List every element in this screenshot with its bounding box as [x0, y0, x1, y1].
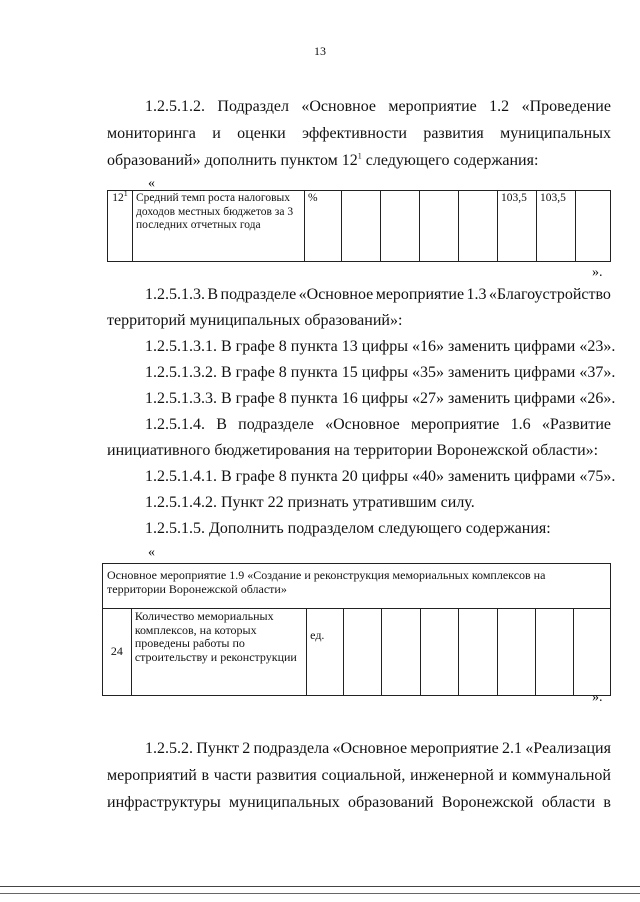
- unit-cell: %: [305, 191, 342, 262]
- word: и: [212, 125, 221, 142]
- value-cell: [420, 609, 458, 696]
- value-cell: [420, 191, 459, 262]
- value-cell: [381, 191, 420, 262]
- word: 1.2.5.1.2.: [145, 98, 205, 115]
- value-cell: [459, 609, 497, 696]
- word: 1.2: [489, 98, 510, 115]
- open-quote: «: [148, 176, 155, 191]
- superscript: 1: [123, 189, 128, 199]
- para1-line2: [107, 125, 611, 143]
- item-1-2-5-1-4-1: 1.2.5.1.4.1. В графе 8 пункта 20 цифры «40» заменить цифрами «75».: [145, 468, 616, 485]
- word: 1.2.5.1.3.: [145, 286, 205, 303]
- indicator-name: Количество мемориальных комплексов, на которых проведены работы по строительству и реконструкции: [131, 609, 306, 696]
- word: 1.2.5.1.4.: [145, 416, 205, 433]
- para4-line2: [107, 767, 611, 785]
- value-cell: [576, 191, 611, 262]
- word: социальной,: [321, 767, 406, 784]
- para2-line1: [145, 286, 611, 304]
- indicator-name: Средний темп роста налоговых доходов местных бюджетов за 3 последних отчетных года: [133, 191, 305, 262]
- word: в: [603, 794, 611, 811]
- word: мероприятие: [388, 98, 477, 115]
- word: мероприятие: [375, 286, 465, 303]
- value-cell: 103,5: [498, 191, 537, 262]
- word: Подраздел: [217, 98, 289, 115]
- table-2: [102, 563, 611, 696]
- word: Воронежской: [441, 794, 534, 811]
- word: части: [213, 767, 252, 784]
- section-header: Основное мероприятие 1.9 «Создание и реконструкция мемориальных комплексов на территории Воронежской области»: [103, 564, 611, 609]
- table-1: [107, 190, 611, 262]
- para3-line1: [145, 416, 611, 434]
- word: «Основное: [301, 98, 377, 115]
- word: области: [541, 794, 596, 811]
- word: инженерной: [410, 767, 494, 784]
- para4-line3: [107, 794, 611, 812]
- word: «Основное: [325, 416, 400, 433]
- word: подразделе: [238, 416, 314, 433]
- word: «Развитие: [541, 416, 611, 433]
- row-number: 24: [103, 609, 132, 696]
- value-cell: [535, 609, 573, 696]
- word: «Благоустройство: [488, 286, 611, 303]
- word: коммунальной: [511, 767, 611, 784]
- word: муниципальных: [228, 794, 340, 811]
- word: развития: [423, 125, 484, 142]
- word: 1.3: [466, 286, 487, 303]
- word: 2.1: [501, 740, 522, 757]
- word: Пункт: [196, 740, 239, 757]
- item-1-2-5-1-3-2: 1.2.5.1.3.2. В графе 8 пункта 15 цифры «35» заменить цифрами «37».: [145, 364, 616, 381]
- word: В: [216, 416, 227, 433]
- item-1-2-5-1-5: 1.2.5.1.5. Дополнить подразделом следующего содержания:: [145, 520, 551, 537]
- word: мониторинга: [107, 125, 196, 142]
- word: «Проведение: [521, 98, 611, 115]
- value-cell: [382, 609, 420, 696]
- word: подразделе: [220, 286, 297, 303]
- para1-line1: [145, 98, 611, 116]
- page-number: 13: [314, 44, 326, 58]
- value-cell: [497, 609, 535, 696]
- word: в: [201, 767, 210, 784]
- superscript: 1: [357, 151, 362, 161]
- open-quote-2: «: [148, 545, 155, 560]
- table-row: [108, 191, 611, 262]
- value-cell: [342, 191, 381, 262]
- item-1-2-5-1-3-1: 1.2.5.1.3.1. В графе 8 пункта 13 цифры «16» заменить цифрами «23».: [145, 338, 616, 355]
- word: 1.6: [510, 416, 531, 433]
- word: 2: [242, 740, 251, 757]
- unit-cell: ед.: [307, 609, 344, 696]
- item-1-2-5-1-3-3: 1.2.5.1.3.3. В графе 8 пункта 16 цифры «27» заменить цифрами «26».: [145, 390, 616, 407]
- word: образований: [347, 794, 434, 811]
- word: инфраструктуры: [107, 794, 221, 811]
- word: эффективности: [302, 125, 407, 142]
- word: В: [207, 286, 219, 303]
- value-cell: [574, 609, 611, 696]
- word: развития: [256, 767, 317, 784]
- word: и: [498, 767, 508, 784]
- word: мероприятий: [107, 767, 197, 784]
- word: муниципальных: [500, 125, 611, 142]
- close-quote: ».: [592, 265, 603, 280]
- table-row: [103, 609, 611, 696]
- text: следующего содержания:: [361, 152, 539, 169]
- close-quote-2: ».: [592, 690, 603, 705]
- para3-line2: инициативного бюджетирования на территории Воронежской области»:: [107, 442, 599, 459]
- word: «Основное: [332, 740, 408, 757]
- item-1-2-5-1-4-2: 1.2.5.1.4.2. Пункт 22 признать утратившим силу.: [145, 494, 475, 511]
- para2-line2: территорий муниципальных образований»:: [107, 312, 403, 329]
- word: «Реализация: [525, 740, 611, 757]
- text: образований» дополнить пунктом 12: [107, 152, 358, 169]
- word: оценки: [237, 125, 286, 142]
- scan-edge-line: [0, 893, 640, 894]
- para1-line3: [107, 152, 538, 170]
- word: мероприятие: [410, 740, 499, 757]
- word: 1.2.5.2.: [145, 740, 193, 757]
- value-cell: 103,5: [537, 191, 576, 262]
- word: мероприятие: [411, 416, 500, 433]
- text: 12: [112, 192, 124, 204]
- word: «Основное: [298, 286, 374, 303]
- scan-edge-line: [0, 886, 640, 887]
- value-cell: [343, 609, 381, 696]
- row-number: [108, 191, 133, 262]
- table-header-row: [103, 564, 611, 609]
- value-cell: [459, 191, 498, 262]
- word: подраздела: [253, 740, 330, 757]
- para4-line1: [145, 740, 611, 758]
